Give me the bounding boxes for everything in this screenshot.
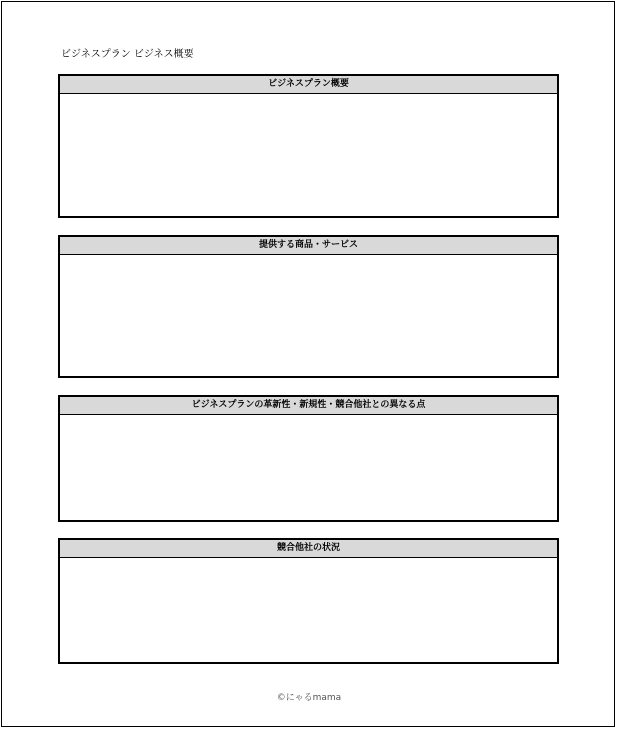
section-products-services — [58, 235, 559, 378]
section-header: 競合他社の状況 — [60, 540, 557, 558]
section-body-input[interactable] — [60, 558, 557, 662]
section-body-input[interactable] — [60, 415, 557, 520]
section-body-input[interactable] — [60, 94, 557, 216]
section-header: ビジネスプラン概要 — [60, 76, 557, 94]
section-business-overview — [58, 74, 559, 218]
section-header: ビジネスプランの革新性・新規性・競合他社との異なる点 — [60, 397, 557, 415]
footer-credit: ©にゃるmama — [276, 693, 342, 703]
section-competitor-status — [58, 538, 559, 664]
document-title: ビジネスプラン ビジネス概要 — [61, 49, 194, 60]
section-header: 提供する商品・サービス — [60, 237, 557, 255]
section-innovation-differentiation — [58, 395, 559, 522]
section-body-input[interactable] — [60, 255, 557, 376]
